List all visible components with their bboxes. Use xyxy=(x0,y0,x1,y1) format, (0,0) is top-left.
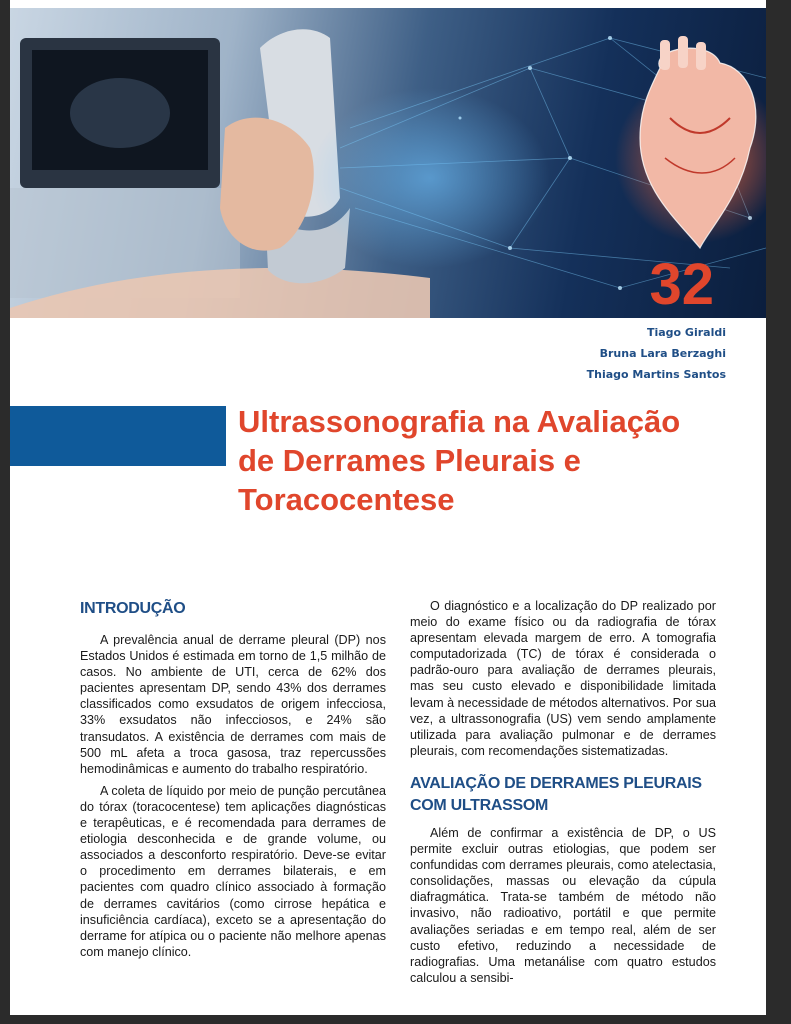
left-column xyxy=(80,598,386,966)
title-line: Ultrassonografia na Avaliação xyxy=(238,404,681,439)
paragraph: Além de confirmar a existência de DP, o US permite excluir outras etiologias, que podem ser confundidas com derrames pleurais, como atelectasia, consolidações, massas ou elevação da cúpula diafragmática. Trata-se também de método não invasivo, não radioativo, portátil e que permite avaliações seriadas e em tempo real, além de ser custo efetivo, reduzindo a necessidade de radiografias. Uma metanálise com quatro estudos calculou a sensibi- xyxy=(410,825,716,985)
paragraph: O diagnóstico e a localização do DP realizado por meio do exame físico ou da radiografia de tórax apresentam elevada margem de erro. A tomografia computadorizada (TC) de tórax é considerada o padrão-ouro para avaliação de derrames pleurais, mas seu custo elevado e disponibilidade limitada levam à necessidade de métodos alternativos. Por sua vez, a ultrassonografia (US) vem sendo amplamente utilizada para avaliação pulmonar e de derrames pleurais, com recomendações sistematizadas. xyxy=(410,599,716,758)
hero-image xyxy=(10,8,766,318)
book-page xyxy=(10,0,766,1015)
author-name: Thiago Martins Santos xyxy=(586,368,726,381)
author-name: Bruna Lara Berzaghi xyxy=(599,347,726,360)
title-line: Toracocentese xyxy=(238,482,455,517)
section-heading-introduction: INTRODUÇÃO xyxy=(80,600,186,617)
author-list xyxy=(587,322,726,385)
title-line: de Derrames Pleurais e xyxy=(238,443,581,478)
chapter-number: 32 xyxy=(649,252,714,317)
title-accent-bar xyxy=(10,406,226,466)
author-name: Tiago Giraldi xyxy=(646,326,726,339)
paragraph: A coleta de líquido por meio de punção percutânea do tórax (toracocentese) tem aplicações diagnósticas e terapêuticas, e é recomendada para derrames de etiologia desconhecida e de grande volume, ou associados a desconforto respiratório. Deve-se evitar o procedimento em derrames bilaterais, e em pacientes com quadro clínico associado à formação de derrames cavitários (como cirrose hepática e insuficiência cardíaca), exceto se a apresentação do derrame for atípica ou o paciente não melhore apenas com manejo clínico. xyxy=(80,783,386,959)
section-heading-evaluation xyxy=(410,773,716,817)
heading-line: COM ULTRASSOM xyxy=(410,796,549,814)
heading-line: AVALIAÇÃO DE DERRAMES PLEURAIS xyxy=(410,774,702,792)
paragraph: A prevalência anual de derrame pleural (DP) nos Estados Unidos é estimada em torno de 1,5 milhão de casos. No ambiente de UTI, cerca de 62% dos pacientes apresentam DP, sendo 43% dos derrames classificados como exsudatos de origem infecciosa, 33% exsudatos não infecciosos, e 24% são transudatos. A existência de derrames com mais de 500 mL afeta a troca gasosa, traz repercussões hemodinâmicas e aumento do trabalho respiratório. xyxy=(80,633,386,776)
right-column xyxy=(410,598,716,992)
chapter-title xyxy=(238,402,758,519)
